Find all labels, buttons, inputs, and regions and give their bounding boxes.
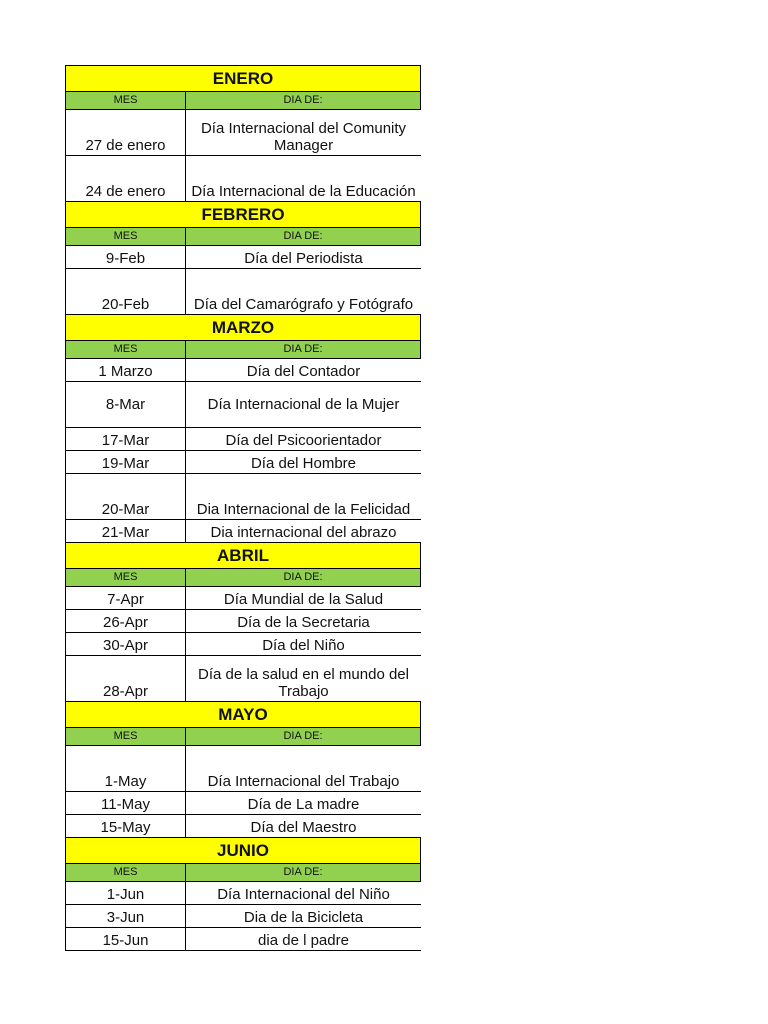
date-cell: 8-Mar [66, 382, 186, 427]
date-cell: 1 Marzo [66, 359, 186, 381]
table-row [66, 246, 421, 269]
table-row [66, 792, 421, 815]
table-row [66, 656, 421, 702]
table-row [66, 359, 421, 382]
celebration-cell: Día del Hombre [250, 455, 357, 472]
celebration-cell: Día de La madre [247, 796, 360, 813]
column-header-row [66, 228, 421, 246]
date-cell: 21-Mar [66, 520, 186, 542]
celebration-cell: Día Internacional de la Educación [191, 183, 416, 200]
table-row [66, 382, 421, 428]
date-cell: 24 de enero [66, 156, 186, 201]
month-header: ABRIL [66, 543, 421, 569]
date-cell: 1-Jun [66, 882, 186, 904]
celebration-cell: Día del Psicoorientador [225, 432, 382, 449]
month-header: MAYO [66, 702, 421, 728]
column-header-mes: MES [66, 228, 186, 245]
table-row [66, 110, 421, 156]
table-row [66, 474, 421, 520]
celebration-cell: Día Internacional del Niño [217, 886, 390, 903]
celebration-cell: Día Internacional del Comunity Manager [200, 120, 407, 154]
column-header-dia: DIA DE: [186, 728, 421, 745]
column-header-dia: DIA DE: [186, 341, 421, 358]
month-header: JUNIO [66, 838, 421, 864]
date-cell: 3-Jun [66, 905, 186, 927]
celebration-cell: Día de la Secretaria [237, 614, 370, 631]
column-header-dia: DIA DE: [186, 569, 421, 586]
celebration-cell: Día Mundial de la Salud [223, 591, 384, 608]
celebration-cell: Dia internacional del abrazo [210, 524, 397, 541]
column-header-row [66, 341, 421, 359]
table-row [66, 746, 421, 792]
date-cell: 17-Mar [66, 428, 186, 450]
celebration-cell: dia de l padre [258, 932, 349, 949]
date-cell: 11-May [66, 792, 186, 814]
month-header: MARZO [66, 315, 421, 341]
date-cell: 19-Mar [66, 451, 186, 473]
table-row [66, 269, 421, 315]
column-header-dia: DIA DE: [186, 92, 421, 109]
column-header-row [66, 728, 421, 746]
table-row [66, 928, 421, 951]
date-cell: 30-Apr [66, 633, 186, 655]
table-row [66, 610, 421, 633]
date-cell: 15-May [66, 815, 186, 837]
calendar-table [65, 65, 421, 951]
date-cell: 28-Apr [66, 656, 186, 701]
celebration-cell: Día del Periodista [244, 250, 363, 267]
table-row [66, 156, 421, 202]
month-header: FEBRERO [66, 202, 421, 228]
table-row [66, 587, 421, 610]
column-header-row [66, 569, 421, 587]
table-row [66, 520, 421, 543]
column-header-mes: MES [66, 569, 186, 586]
month-header: ENERO [66, 66, 421, 92]
celebration-cell: Dia Internacional de la Felicidad [196, 501, 411, 518]
date-cell: 20-Mar [66, 474, 186, 519]
celebration-cell: Día de la salud en el mundo del Trabajo [198, 666, 409, 700]
column-header-row [66, 92, 421, 110]
date-cell: 27 de enero [66, 110, 186, 155]
column-header-dia: DIA DE: [186, 864, 421, 881]
column-header-mes: MES [66, 728, 186, 745]
date-cell: 20-Feb [66, 269, 186, 314]
date-cell: 15-Jun [66, 928, 186, 950]
celebration-cell: Día Internacional del Trabajo [207, 773, 400, 790]
date-cell: 26-Apr [66, 610, 186, 632]
table-row [66, 882, 421, 905]
table-row [66, 428, 421, 451]
celebration-cell: Día Internacional de la Mujer [207, 395, 400, 413]
table-row [66, 905, 421, 928]
date-cell: 1-May [66, 746, 186, 791]
column-header-dia: DIA DE: [186, 228, 421, 245]
celebration-cell: Día del Niño [262, 637, 345, 654]
column-header-row [66, 864, 421, 882]
column-header-mes: MES [66, 341, 186, 358]
celebration-cell: Día del Camarógrafo y Fotógrafo [193, 296, 414, 313]
celebration-cell: Día del Maestro [250, 819, 357, 836]
table-row [66, 633, 421, 656]
table-row [66, 451, 421, 474]
column-header-mes: MES [66, 864, 186, 881]
date-cell: 7-Apr [66, 587, 186, 609]
table-row [66, 815, 421, 838]
column-header-mes: MES [66, 92, 186, 109]
celebration-cell: Día del Contador [246, 363, 361, 380]
celebration-cell: Dia de la Bicicleta [243, 909, 364, 926]
date-cell: 9-Feb [66, 246, 186, 268]
